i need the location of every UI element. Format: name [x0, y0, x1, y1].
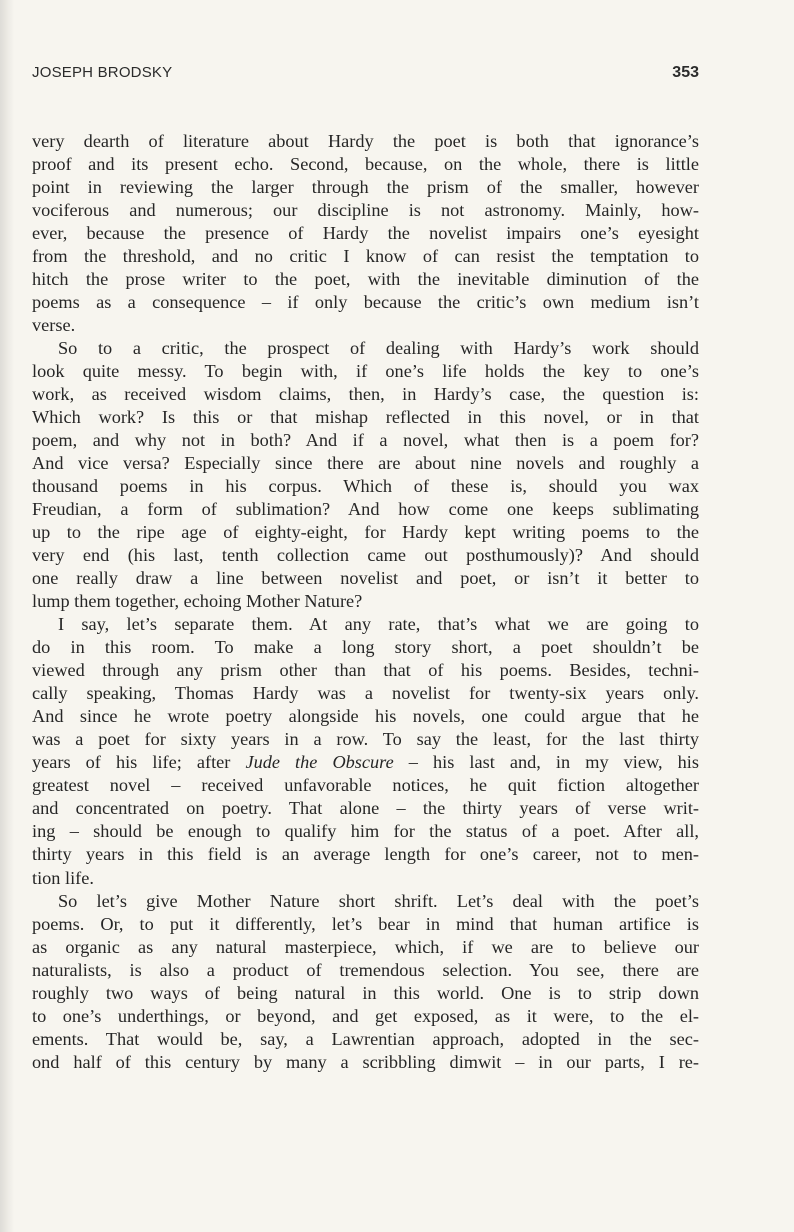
text-line: was a poet for sixty years in a row. To say the least, for the last thirty: [32, 729, 699, 750]
text-line: ements. That would be, say, a Lawrentian approach, adopted in the sec-: [32, 1028, 699, 1049]
text-line: vociferous and numerous; our discipline is not astronomy. Mainly, how-: [32, 200, 699, 221]
text-line: So to a critic, the prospect of dealing with Hardy’s work should: [58, 338, 699, 359]
text-line: look quite messy. To begin with, if one’s life holds the key to one’s: [32, 361, 699, 382]
text-line: proof and its present echo. Second, because, on the whole, there is little: [32, 154, 699, 175]
text-line: viewed through any prism other than that of his poems. Besides, techni-: [32, 660, 699, 681]
text-line: as organic as any natural masterpiece, which, if we are to believe our: [32, 936, 699, 957]
page-number: 353: [672, 64, 699, 81]
text-line: ond half of this century by many a scribbling dimwit – in our parts, I re-: [32, 1051, 699, 1072]
text-line: do in this room. To make a long story short, a poet shouldn’t be: [32, 637, 699, 658]
text-line: very dearth of literature about Hardy the poet is both that ignorance’s: [32, 131, 699, 151]
text-line: thousand poems in his corpus. Which of these is, should you wax: [32, 476, 699, 497]
text-line: I say, let’s separate them. At any rate, that’s what we are going to: [58, 614, 699, 635]
running-head: [32, 64, 699, 86]
text-line: thirty years in this field is an average length for one’s career, not to men-: [32, 844, 699, 865]
text-line: poem, and why not in both? And if a novel, what then is a poem for?: [32, 430, 699, 451]
text-line: poems as a consequence – if only because the critic’s own medium isn’t: [32, 292, 699, 313]
text-line: to one’s underthings, or beyond, and get exposed, as it were, to the el-: [32, 1005, 699, 1026]
text-line: very end (his last, tenth collection came out posthumously)? And should: [32, 545, 699, 566]
text-line: greatest novel – received unfavorable notices, he quit fiction altogether: [32, 775, 699, 796]
text-line: Which work? Is this or that mishap reflected in this novel, or in that: [32, 407, 699, 428]
text-line: lump them together, echoing Mother Nature?: [32, 591, 363, 612]
text-segment: – his last and, in my view, his: [393, 752, 699, 773]
text-line: tion life.: [32, 867, 94, 888]
text-line: one really draw a line between novelist and poet, or isn’t it better to: [32, 568, 699, 589]
text-line: point in reviewing the larger through the prism of the smaller, however: [32, 177, 699, 198]
text-line: cally speaking, Thomas Hardy was a novelist for twenty-six years only.: [32, 683, 699, 704]
text-line: So let’s give Mother Nature short shrift. Let’s deal with the poet’s: [58, 890, 699, 911]
text-line: poems. Or, to put it differently, let’s bear in mind that human artifice is: [32, 913, 699, 934]
text-line: And vice versa? Especially since there are about nine novels and roughly a: [32, 453, 699, 474]
text-line: up to the ripe age of eighty-eight, for Hardy kept writing poems to the: [32, 522, 699, 543]
running-title: JOSEPH BRODSKY: [32, 64, 173, 81]
text-line: ing – should be enough to qualify him for the status of a poet. After all,: [32, 821, 699, 842]
text-line: [32, 751, 699, 774]
text-line: hitch the prose writer to the poet, with the inevitable diminution of the: [32, 269, 699, 290]
body-text: [32, 130, 699, 1074]
text-line: naturalists, is also a product of tremendous selection. You see, there are: [32, 959, 699, 980]
text-line: work, as received wisdom claims, then, in Hardy’s case, the question is:: [32, 384, 699, 405]
book-title: Jude the Obscure: [245, 752, 394, 773]
text-line: verse.: [32, 315, 76, 336]
text-segment: years of his life; after: [32, 752, 246, 773]
text-line: ever, because the presence of Hardy the novelist impairs one’s eyesight: [32, 223, 699, 244]
text-line: Freudian, a form of sublimation? And how come one keeps sublimating: [32, 499, 699, 520]
text-line: roughly two ways of being natural in this world. One is to strip down: [32, 982, 699, 1003]
text-line: and concentrated on poetry. That alone – the thirty years of verse writ-: [32, 798, 699, 819]
page-spine-shadow: [0, 0, 14, 1232]
text-line: from the threshold, and no critic I know of can resist the temptation to: [32, 246, 699, 267]
text-line: And since he wrote poetry alongside his novels, one could argue that he: [32, 706, 699, 727]
